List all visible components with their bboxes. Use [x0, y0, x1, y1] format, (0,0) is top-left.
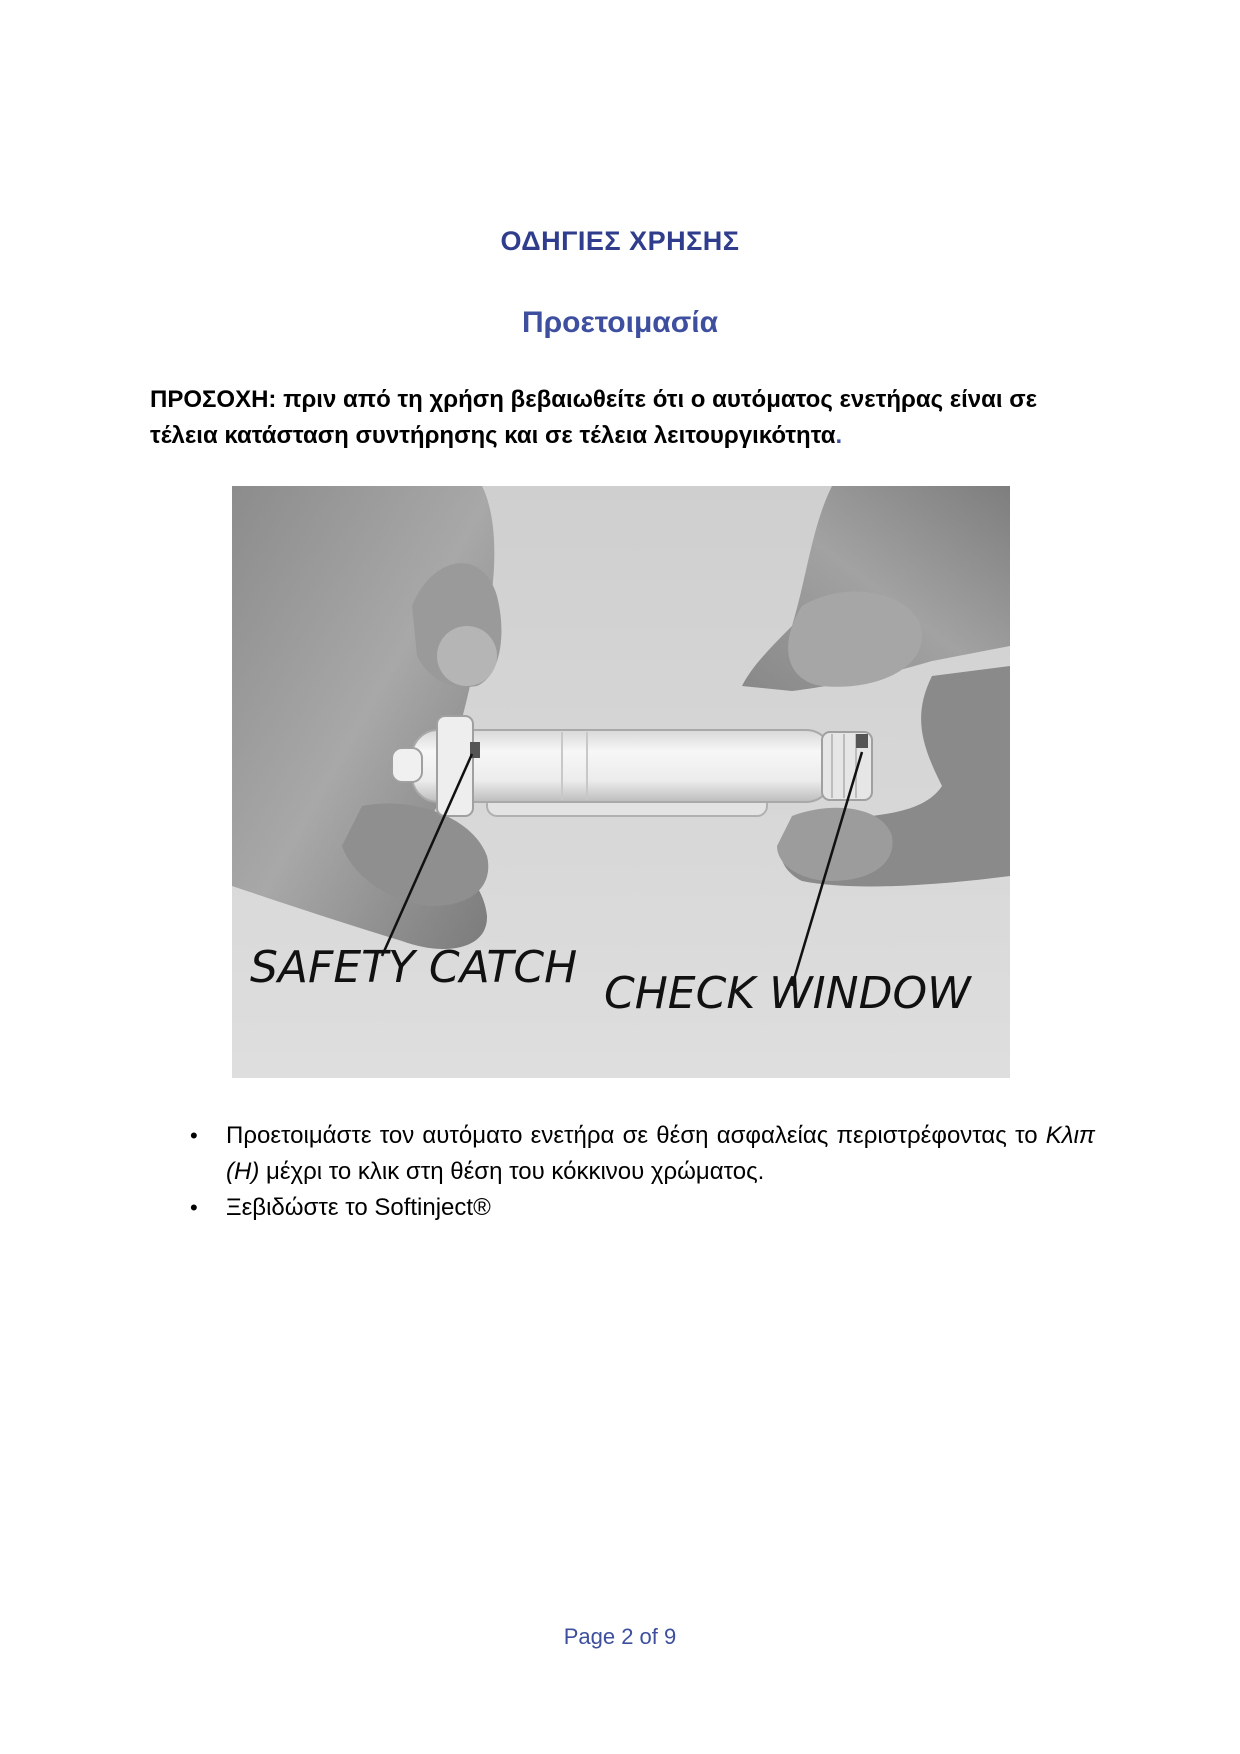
instruction-text: Ξεβιδώστε το Softinject® [226, 1194, 491, 1221]
section-heading: Προετοιμασία [521, 306, 719, 339]
instruction-emphasis: Κλιπ (Η) [226, 1122, 1095, 1185]
instruction-item-1 [190, 1118, 1095, 1190]
injector-photo [232, 486, 1010, 1078]
warning-text: ΠΡΟΣΟΧΗ: πριν από τη χρήση βεβαιωθείτε ότι ο αυτόματος ενετήρας είναι σε τέλεια κατάσταση συντήρησης και σε τέλεια λειτουργικότητα [150, 386, 1038, 449]
instruction-list [190, 1118, 1095, 1226]
warning-end-mark: . [835, 422, 843, 449]
page-number: Page 2 of 9 [563, 1624, 677, 1649]
check-window-label: CHECK WINDOW [604, 968, 971, 1019]
warning-paragraph [150, 382, 1095, 454]
bullet-marker: • [190, 1123, 198, 1148]
document-title: ΟΔΗΓΙΕΣ ΧΡΗΣΗΣ [500, 226, 740, 256]
safety-catch-label: SAFETY CATCH [250, 942, 578, 993]
instruction-item-2 [190, 1190, 1095, 1226]
instruction-text-rest: μέχρι το κλικ στη θέση του κόκκινου χρώματος. [259, 1158, 765, 1185]
instruction-text: Προετοιμάστε τον αυτόματο ενετήρα σε θέση ασφαλείας περιστρέφοντας το [226, 1122, 1046, 1149]
bullet-marker: • [190, 1195, 198, 1220]
injector-photo-illustration [232, 486, 1010, 1078]
